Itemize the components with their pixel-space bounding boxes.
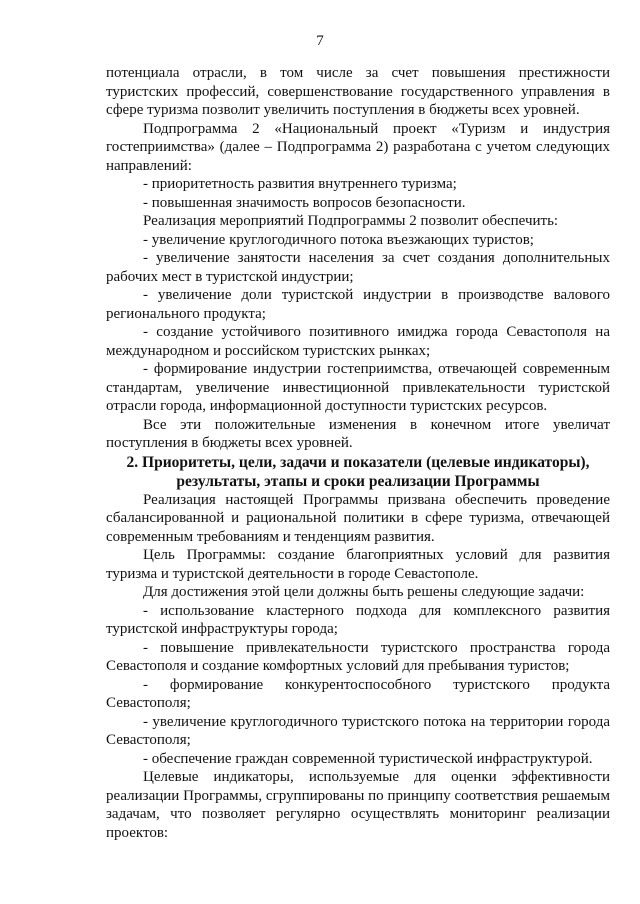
paragraph: Подпрограмма 2 «Национальный проект «Туризм и индустрия гостеприимства» (далее – Подпрограмма 2) разработана с учетом следующих направлений:	[106, 120, 610, 174]
list-item: - увеличение круглогодичного потока въезжающих туристов;	[143, 231, 534, 248]
list-item: - использование кластерного подхода для комплексного развития туристской инфраструктуры города;	[106, 602, 610, 637]
list-item: - повышенная значимость вопросов безопасности.	[143, 194, 466, 211]
paragraph: Для достижения этой цели должны быть решены следующие задачи:	[143, 584, 585, 600]
list-item: - приоритетность развития внутреннего туризма;	[143, 176, 457, 192]
document-body	[106, 64, 610, 842]
list-item: - увеличение доли туристской индустрии в производстве валового регионального продукта;	[106, 287, 610, 322]
paragraph: Цель Программы: создание благоприятных условий для развития туризма и туристской деятельности в городе Севастополе.	[106, 547, 610, 582]
section-heading: 2. Приоритеты, цели, задачи и показатели (целевые индикаторы), результаты, этапы и сроки реализации Программы	[126, 453, 590, 490]
list-item: - обеспечение граждан современной туристической инфраструктурой.	[143, 750, 593, 767]
paragraph: Целевые индикаторы, используемые для оценки эффективности реализации Программы, сгруппированы по принципу соответствия решаемым задачам, что позволяет регулярно осуществлять мониторинг реализации проектов:	[106, 769, 610, 841]
list-item: - создание устойчивого позитивного имиджа города Севастополя на международном и российском туристских рынках;	[106, 324, 610, 359]
paragraph: Все эти положительные изменения в конечном итоге увеличат поступления в бюджеты всех уровней.	[106, 416, 610, 451]
paragraph: потенциала отрасли, в том числе за счет повышения престижности туристских профессий, совершенствование государственного управления в сфере туризма позволит увеличить поступления в бюджеты всех уровней.	[106, 65, 610, 118]
list-item: - формирование индустрии гостеприимства, отвечающей современным стандартам, увеличение инвестиционной привлекательности туристской отрасли города, информационной доступности туристских ресурсов.	[106, 361, 610, 414]
list-item: - увеличение круглогодичного туристского потока на территории города Севастополя;	[106, 713, 610, 748]
paragraph: Реализация мероприятий Подпрограммы 2 позволит обеспечить:	[143, 213, 559, 229]
page-number: 7	[316, 33, 324, 49]
list-item: - повышение привлекательности туристского пространства города Севастополя и создание комфортных условий для пребывания туристов;	[106, 639, 610, 674]
list-item: - увеличение занятости населения за счет создания дополнительных рабочих мест в туристской индустрии;	[106, 250, 610, 285]
list-item: - формирование конкурентоспособного туристского продукта Севастополя;	[106, 676, 610, 711]
paragraph: Реализация настоящей Программы призвана обеспечить проведение сбалансированной и рациональной политики в сфере туризма, отвечающей современным требованиям и тенденциям развития.	[106, 491, 610, 545]
